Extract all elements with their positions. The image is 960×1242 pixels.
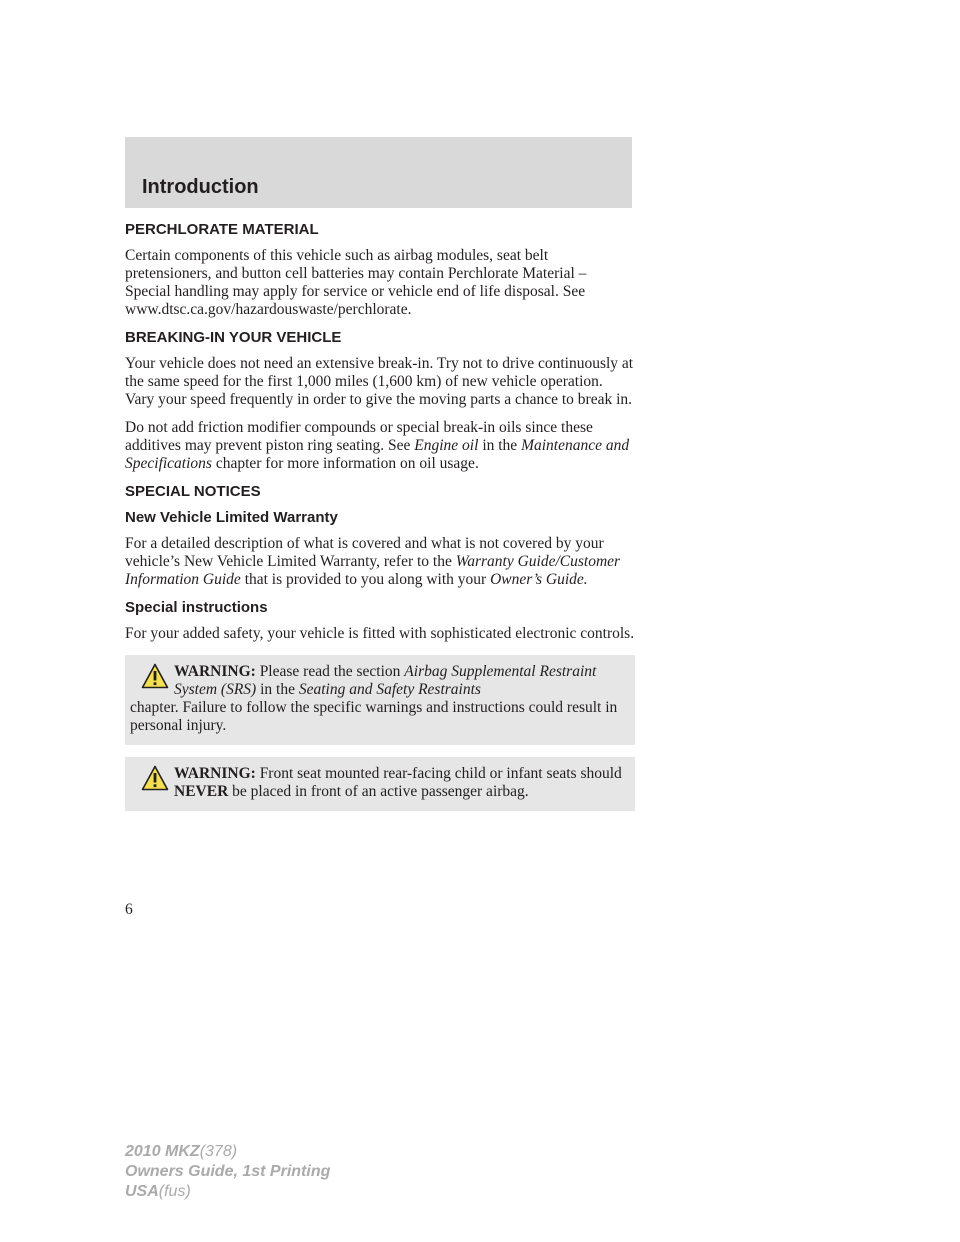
never-emphasis: NEVER xyxy=(174,783,229,800)
warning-label: WARNING: xyxy=(174,663,256,680)
footer-line-model: 2010 MKZ(378) xyxy=(125,1143,238,1160)
footer-line-printing: Owners Guide, 1st Printing xyxy=(125,1163,331,1180)
subheading-special-instructions: Special instructions xyxy=(125,599,268,616)
maintenance-chapter-reference: Maintenance and Specifications xyxy=(125,437,630,472)
section-heading-perchlorate: PERCHLORATE MATERIAL xyxy=(125,221,319,238)
section-heading-special-notices: SPECIAL NOTICES xyxy=(125,483,261,500)
footer-line-region: USA(fus) xyxy=(125,1183,191,1200)
airbag-srs-reference: Airbag Supplemental Restraint System (SRS) xyxy=(174,663,597,698)
chapter-title: Introduction xyxy=(142,176,259,198)
warning-box-child-seat: WARNING: Front seat mounted rear-facing child or infant seats should NEVER be placed in front of an active passenger airbag. xyxy=(125,757,635,811)
section-heading-breaking-in: BREAKING-IN YOUR VEHICLE xyxy=(125,329,342,346)
chapter-header xyxy=(125,137,632,208)
warning-label: WARNING: xyxy=(174,765,256,782)
warning-triangle-icon xyxy=(141,663,169,689)
seating-safety-reference: Seating and Safety Restraints xyxy=(298,681,481,698)
warning-box-airbag: WARNING: Please read the section Airbag Supplemental Restraint System (SRS) in the Seating and Safety Restraints chapter. Failure to follow the specific warnings and instructions could result in personal injury. xyxy=(125,655,635,745)
print-footer xyxy=(125,1142,330,1202)
owners-guide-reference: Owner’s Guide. xyxy=(490,571,588,588)
warning-triangle-icon xyxy=(141,765,169,791)
subheading-warranty: New Vehicle Limited Warranty xyxy=(125,509,338,526)
page-content xyxy=(125,221,635,823)
special-instructions-paragraph: For your added safety, your vehicle is fitted with sophisticated electronic controls. xyxy=(125,625,635,642)
warning-continuation: chapter. Failure to follow the specific warnings and instructions could result in personal injury. xyxy=(130,699,618,734)
warranty-guide-reference: Warranty Guide/Customer Information Guide xyxy=(125,553,621,588)
breaking-in-paragraph-2: Do not add friction modifier compounds or special break-in oils since these additives may prevent piston ring seating. See Engine oil in the Maintenance and Specifications chapter for more information on oil usage. xyxy=(125,419,630,472)
page-number: 6 xyxy=(125,901,133,918)
perchlorate-paragraph: Certain components of this vehicle such as airbag modules, seat belt pretensioners, and button cell batteries may contain Perchlorate Material – Special handling may apply for service or vehicle end of life disposal. See www.dtsc.ca.gov/hazardouswaste/perchlorate. xyxy=(125,247,587,318)
warranty-paragraph: For a detailed description of what is covered and what is not covered by your vehicle’s New Vehicle Limited Warranty, refer to the Warranty Guide/Customer Information Guide that is provided to you along with your Owner’s Guide. xyxy=(125,535,621,588)
breaking-in-paragraph-1: Your vehicle does not need an extensive break-in. Try not to drive continuously at the same speed for the first 1,000 miles (1,600 km) of new vehicle operation. Vary your speed frequently in order to give the moving parts a chance to break in. xyxy=(125,355,634,408)
engine-oil-reference: Engine oil xyxy=(414,437,479,454)
